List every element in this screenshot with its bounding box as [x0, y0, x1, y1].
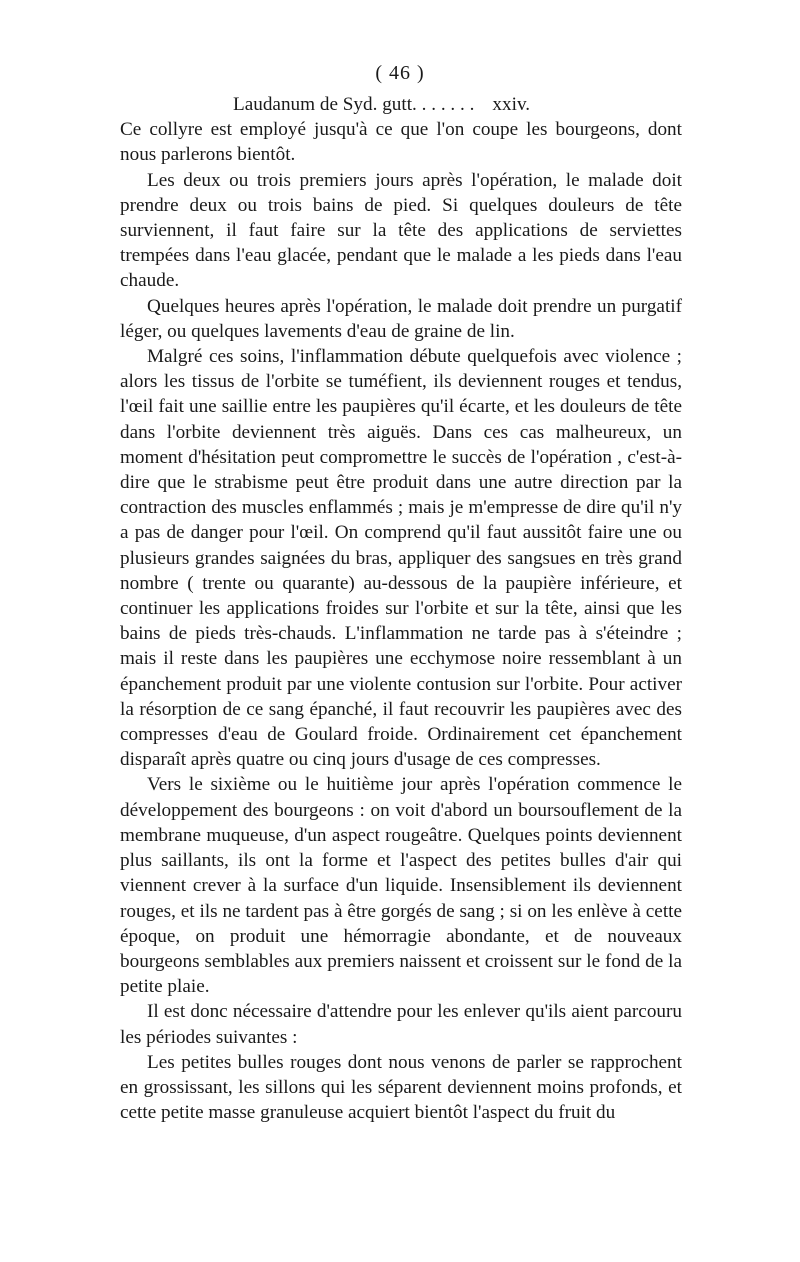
paragraph: Malgré ces soins, l'inflammation débute quelquefois avec violence ; alors les tissus de l'orbite se tuméfient, ils deviennent rouges et tendus, l'œil fait une saillie entre les paupières qu'il écarte, et les douleurs de tête dans l'orbite deviennent très aiguës. Dans ces cas malheureux, un moment d'hésitation peut compromettre le succès de l'opération , c'est-à-dire que le strabisme peut être produit dans une autre direction par la contraction des muscles enflammés ; mais je m'empresse de dire qu'il n'y a pas de danger pour l'œil. On comprend qu'il faut aussitôt faire une ou plusieurs grandes saignées du bras, appliquer des sangsues en très grand nombre ( trente ou quarante) au-dessous de la paupière inférieure, et continuer les applications froides sur l'orbite et sur la tête, ainsi que les bains de pieds très-chauds. L'inflammation ne tarde pas à s'éteindre ; mais il reste dans les paupières une ecchymose noire ressemblant à un épanchement produit par une violente contusion sur l'orbite. Pour activer la résorption de ce sang épanché, il faut recouvrir les paupières avec des compresses d'eau de Goulard froide. Ordinairement cet épanchement disparaît après quatre ou cinq jours d'usage de ces compresses. — [120, 346, 682, 771]
page-text — [120, 92, 682, 1125]
paragraph: Quelques heures après l'opération, le malade doit prendre un purgatif léger, ou quelques lavements d'eau de graine de lin. — [120, 295, 682, 342]
recipe-dose: xxiv. — [492, 94, 531, 115]
paragraph: Les deux ou trois premiers jours après l'opération, le malade doit prendre deux ou trois bains de pied. Si quelques douleurs de tête surviennent, il faut faire sur la tête des applications de serviettes trempées dans l'eau glacée, pendant que le malade a les pieds dans l'eau chaude. — [120, 169, 682, 292]
paragraph: Vers le sixième ou le huitième jour après l'opération commence le développement des bourgeons : on voit d'abord un boursouflement de la membrane muqueuse, d'un aspect rougeâtre. Quelques points deviennent plus saillants, ils ont la forme et l'aspect des petites bulles d'air qui viennent crever à la surface d'un liquide. Insensiblement ils deviennent rouges, et ils ne tardent pas à être gorgés de sang ; si on les enlève à cette époque, on produit une hémorragie abondante, et de nouveaux bourgeons semblables aux premiers naissent et croissent sur le fond de la petite plaie. — [120, 774, 682, 998]
recipe-line — [120, 92, 682, 117]
page-number: ( 46 ) — [375, 62, 425, 84]
paragraph: Les petites bulles rouges dont nous venons de parler se rapprochent en grossissant, les sillons qui les séparent deviennent moins profonds, et cette petite masse granuleuse acquiert bientôt l'aspect du fruit du — [120, 1051, 682, 1124]
paragraph: Il est donc nécessaire d'attendre pour les enlever qu'ils aient parcouru les périodes suivantes : — [120, 1001, 682, 1048]
recipe-ingredient: Laudanum de Syd. gutt. . . . . . . — [233, 94, 475, 115]
paragraph: Ce collyre est employé jusqu'à ce que l'on coupe les bourgeons, dont nous parlerons bientôt. — [120, 119, 682, 166]
